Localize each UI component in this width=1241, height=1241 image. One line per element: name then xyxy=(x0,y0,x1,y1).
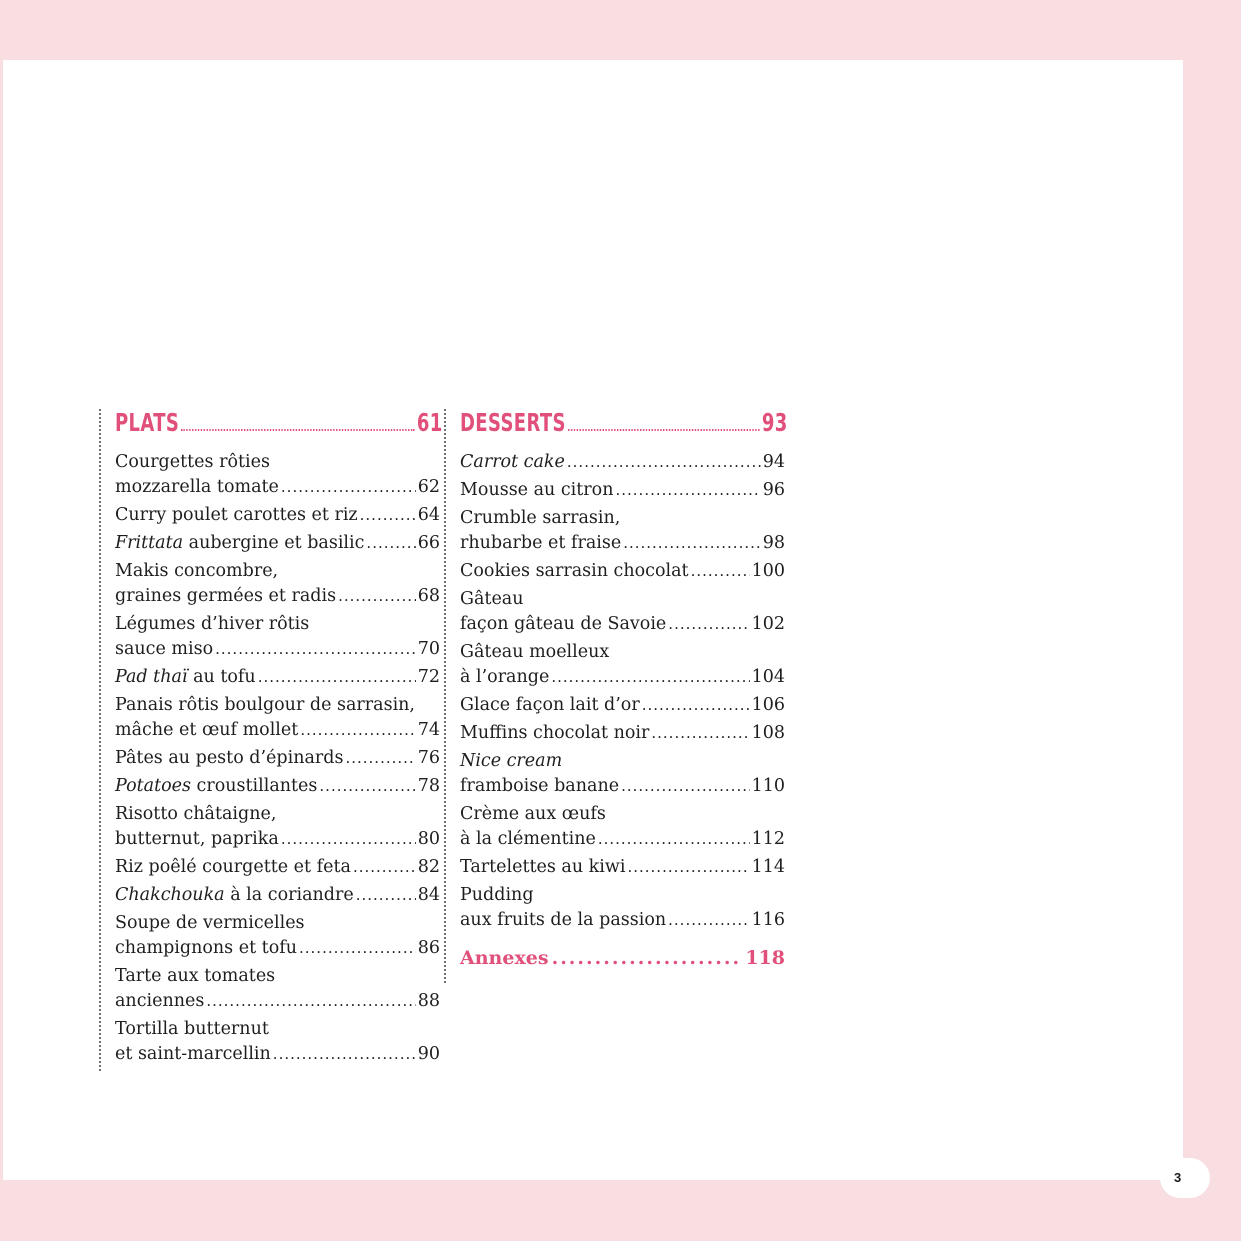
dot-leader xyxy=(642,693,750,718)
entry-title-text: mozzarella tomate xyxy=(115,477,279,497)
entry-page: 82 xyxy=(417,857,440,877)
entry-title-italic: Chakchouka xyxy=(115,885,225,905)
annexes-entry[interactable] xyxy=(460,947,785,969)
entry-page-line xyxy=(460,665,785,690)
toc-column-desserts xyxy=(443,408,788,983)
entry-title-text: à la clémentine xyxy=(460,829,596,849)
entry-title-line: Crumble sarrasin, xyxy=(460,508,621,528)
entry-title-text: rhubarbe et fraise xyxy=(460,533,622,553)
toc-entry[interactable] xyxy=(460,478,785,503)
toc-entry[interactable] xyxy=(115,855,440,880)
entry-page-line xyxy=(460,450,785,475)
entry-title-text: Curry poulet carottes et riz xyxy=(115,505,358,525)
entry-page: 100 xyxy=(751,561,785,581)
dot-leader xyxy=(181,409,414,431)
entry-page-line xyxy=(460,774,785,799)
dot-leader xyxy=(258,665,416,690)
entry-page: 74 xyxy=(417,720,440,740)
dot-leader xyxy=(598,827,750,852)
entry-page: 110 xyxy=(751,776,785,796)
toc-entry[interactable] xyxy=(115,693,440,743)
entry-page: 88 xyxy=(417,991,440,1011)
dot-leader xyxy=(623,531,761,556)
entry-page-line xyxy=(115,531,440,556)
entry-page: 98 xyxy=(762,533,785,553)
entry-title-line: Courgettes rôties xyxy=(115,452,270,472)
entry-title xyxy=(115,989,204,1014)
entry-page-line xyxy=(115,637,440,662)
entry-title xyxy=(460,827,596,852)
entry-title-text: Tartelettes au kiwi xyxy=(460,857,626,877)
entry-page-line xyxy=(460,855,785,880)
entry-title-italic: Potatoes xyxy=(115,776,191,796)
section-title: PLATS xyxy=(115,408,180,437)
dot-leader xyxy=(360,503,416,528)
toc-entry[interactable] xyxy=(115,964,440,1014)
entry-page-line xyxy=(460,612,785,637)
entry-title xyxy=(115,1042,271,1067)
entry-page: 80 xyxy=(417,829,440,849)
entry-title-text: à l’orange xyxy=(460,667,550,687)
entry-page-line xyxy=(115,665,440,690)
entry-page: 102 xyxy=(751,614,785,634)
entry-page-line xyxy=(115,746,440,771)
entry-title xyxy=(115,827,279,852)
dot-leader xyxy=(567,450,761,475)
entry-page-line xyxy=(115,584,440,609)
section-title: DESSERTS xyxy=(460,408,566,437)
entry-page-line xyxy=(115,855,440,880)
entry-title xyxy=(460,774,619,799)
entry-page: 116 xyxy=(751,910,785,930)
entry-page-line xyxy=(460,827,785,852)
toc-entry[interactable] xyxy=(115,774,440,799)
entry-title xyxy=(115,475,279,500)
section-page: 61 xyxy=(416,408,443,437)
dot-leader xyxy=(300,718,415,743)
entry-list xyxy=(460,450,785,933)
dot-leader xyxy=(319,774,415,799)
entry-title xyxy=(115,584,336,609)
entry-page: 64 xyxy=(417,505,440,525)
annexes-label: Annexes xyxy=(460,947,549,969)
annexes-page: 118 xyxy=(745,947,785,969)
entry-title-italic: Pad thaï xyxy=(115,667,188,687)
entry-page-line xyxy=(460,531,785,556)
dot-leader xyxy=(206,989,415,1014)
entry-title-line: Risotto châtaigne, xyxy=(115,804,277,824)
entry-title xyxy=(115,746,343,771)
entry-title-text: aubergine et basilic xyxy=(183,533,365,553)
entry-title xyxy=(460,559,689,584)
entry-title xyxy=(460,450,565,475)
entry-page: 90 xyxy=(417,1044,440,1064)
dot-leader xyxy=(691,559,750,584)
toc-entry[interactable] xyxy=(115,503,440,528)
entry-page-line xyxy=(460,559,785,584)
entry-title-text: Muffins chocolat noir xyxy=(460,723,650,743)
dot-leader xyxy=(627,855,749,880)
entry-title-line: Crème aux œufs xyxy=(460,804,606,824)
entry-title xyxy=(460,855,625,880)
entry-page: 84 xyxy=(417,885,440,905)
toc-entry[interactable] xyxy=(460,450,785,475)
entry-page: 104 xyxy=(751,667,785,687)
entry-page-line xyxy=(115,936,440,961)
entry-page-line xyxy=(115,774,440,799)
entry-title-line: Gâteau moelleux xyxy=(460,642,610,662)
entry-page: 108 xyxy=(751,723,785,743)
entry-title xyxy=(115,936,297,961)
dot-leader xyxy=(299,936,416,961)
section-page: 93 xyxy=(761,408,788,437)
entry-title xyxy=(115,718,298,743)
toc-entry[interactable] xyxy=(115,450,440,500)
entry-title-text: à la coriandre xyxy=(224,885,354,905)
entry-title-text: mâche et œuf mollet xyxy=(115,720,299,740)
entry-page: 114 xyxy=(751,857,785,877)
toc-entry[interactable] xyxy=(115,612,440,662)
dot-leader xyxy=(615,478,760,503)
dot-leader xyxy=(273,1042,416,1067)
dot-leader xyxy=(356,883,416,908)
entry-title-line: Gâteau xyxy=(460,589,524,609)
entry-title-line: Soupe de vermicelles xyxy=(115,913,305,933)
page-number: 3 xyxy=(1174,1170,1182,1185)
entry-title xyxy=(115,503,358,528)
entry-title xyxy=(115,531,364,556)
entry-page: 86 xyxy=(417,938,440,958)
toc-entry[interactable] xyxy=(115,665,440,690)
entry-title xyxy=(460,665,549,690)
dot-leader xyxy=(281,827,416,852)
dot-leader xyxy=(568,409,760,431)
entry-title-text: Cookies sarrasin chocolat xyxy=(460,561,689,581)
entry-title-text: framboise banane xyxy=(460,776,620,796)
entry-page-line xyxy=(460,478,785,503)
entry-page-line xyxy=(115,989,440,1014)
dot-leader xyxy=(345,746,415,771)
entry-page-line xyxy=(115,883,440,908)
entry-title-text: façon gâteau de Savoie xyxy=(460,614,667,634)
entry-title-italic: Carrot cake xyxy=(460,452,565,472)
dot-leader xyxy=(668,908,749,933)
entry-title-text: au tofu xyxy=(187,667,256,687)
dot-leader xyxy=(552,947,743,969)
entry-title-line: Tarte aux tomates xyxy=(115,966,276,986)
entry-page-line xyxy=(115,1042,440,1067)
entry-title xyxy=(460,693,640,718)
entry-page: 70 xyxy=(417,639,440,659)
dot-leader xyxy=(621,774,750,799)
toc-entry[interactable] xyxy=(460,640,785,690)
toc-entry[interactable] xyxy=(460,883,785,933)
entry-page-line xyxy=(460,693,785,718)
toc-entry[interactable] xyxy=(115,531,440,556)
entry-title-text: et saint-marcellin xyxy=(115,1044,271,1064)
entry-title-line: Nice cream xyxy=(460,751,563,771)
entry-title-text: Pâtes au pesto d’épinards xyxy=(115,748,344,768)
entry-page-line xyxy=(115,718,440,743)
entry-title xyxy=(115,883,354,908)
entry-page: 106 xyxy=(751,695,785,715)
toc-entry[interactable] xyxy=(115,1017,440,1067)
entry-title-text: butternut, paprika xyxy=(115,829,279,849)
dot-leader xyxy=(668,612,749,637)
entry-title xyxy=(115,665,256,690)
section-heading-plats xyxy=(115,408,443,440)
dot-leader xyxy=(651,721,749,746)
entry-title-line: Légumes d’hiver rôtis xyxy=(115,614,310,634)
toc-entry[interactable] xyxy=(460,693,785,718)
entry-title xyxy=(460,531,621,556)
toc-entry[interactable] xyxy=(115,802,440,852)
entry-title-text: sauce miso xyxy=(115,639,214,659)
toc-entry[interactable] xyxy=(460,506,785,556)
entry-title-text: Riz poêlé courgette et feta xyxy=(115,857,351,877)
entry-title-line: Panais rôtis boulgour de sarrasin, xyxy=(115,695,415,715)
dot-leader xyxy=(366,531,415,556)
entry-title xyxy=(115,855,351,880)
toc-entry[interactable] xyxy=(115,746,440,771)
dot-leader xyxy=(338,584,416,609)
entry-page-line xyxy=(115,475,440,500)
entry-page: 76 xyxy=(417,748,440,768)
entry-title-line: Tortilla butternut xyxy=(115,1019,269,1039)
entry-page: 94 xyxy=(762,452,785,472)
dot-leader xyxy=(281,475,416,500)
entry-page: 72 xyxy=(417,667,440,687)
entry-title-text: aux fruits de la passion xyxy=(460,910,667,930)
entry-title xyxy=(115,637,213,662)
entry-page-line xyxy=(115,503,440,528)
dot-leader xyxy=(215,637,416,662)
entry-title-line: Makis concombre, xyxy=(115,561,279,581)
entry-title xyxy=(460,721,649,746)
entry-title xyxy=(115,774,317,799)
entry-page: 62 xyxy=(417,477,440,497)
entry-title xyxy=(460,478,613,503)
toc-entry[interactable] xyxy=(460,721,785,746)
entry-page: 112 xyxy=(751,829,785,849)
entry-title xyxy=(460,612,666,637)
entry-title-text: graines germées et radis xyxy=(115,586,337,606)
entry-title-text: croustillantes xyxy=(190,776,318,796)
entry-page: 66 xyxy=(417,533,440,553)
entry-page: 68 xyxy=(417,586,440,606)
toc-entry[interactable] xyxy=(460,587,785,637)
entry-title-text: Glace façon lait d’or xyxy=(460,695,640,715)
entry-page-line xyxy=(115,827,440,852)
entry-title-text: anciennes xyxy=(115,991,205,1011)
entry-page-line xyxy=(460,908,785,933)
toc-entry[interactable] xyxy=(460,802,785,852)
section-heading-desserts xyxy=(460,408,788,440)
toc-entry[interactable] xyxy=(460,855,785,880)
entry-list xyxy=(115,450,440,1067)
entry-title-text: Mousse au citron xyxy=(460,480,614,500)
toc-entry[interactable] xyxy=(115,911,440,961)
dot-leader xyxy=(551,665,749,690)
entry-title-text: champignons et tofu xyxy=(115,938,297,958)
toc-entry[interactable] xyxy=(115,883,440,908)
toc-entry[interactable] xyxy=(460,749,785,799)
entry-page: 78 xyxy=(417,776,440,796)
entry-title-line: Pudding xyxy=(460,885,534,905)
toc-entry[interactable] xyxy=(460,559,785,584)
toc-column-plats xyxy=(98,408,443,1073)
entry-page: 96 xyxy=(762,480,785,500)
page-number-tab xyxy=(1160,1158,1210,1198)
entry-title xyxy=(460,908,666,933)
dot-leader xyxy=(353,855,416,880)
entry-page-line xyxy=(460,721,785,746)
toc-entry[interactable] xyxy=(115,559,440,609)
entry-title-italic: Frittata xyxy=(115,533,184,553)
